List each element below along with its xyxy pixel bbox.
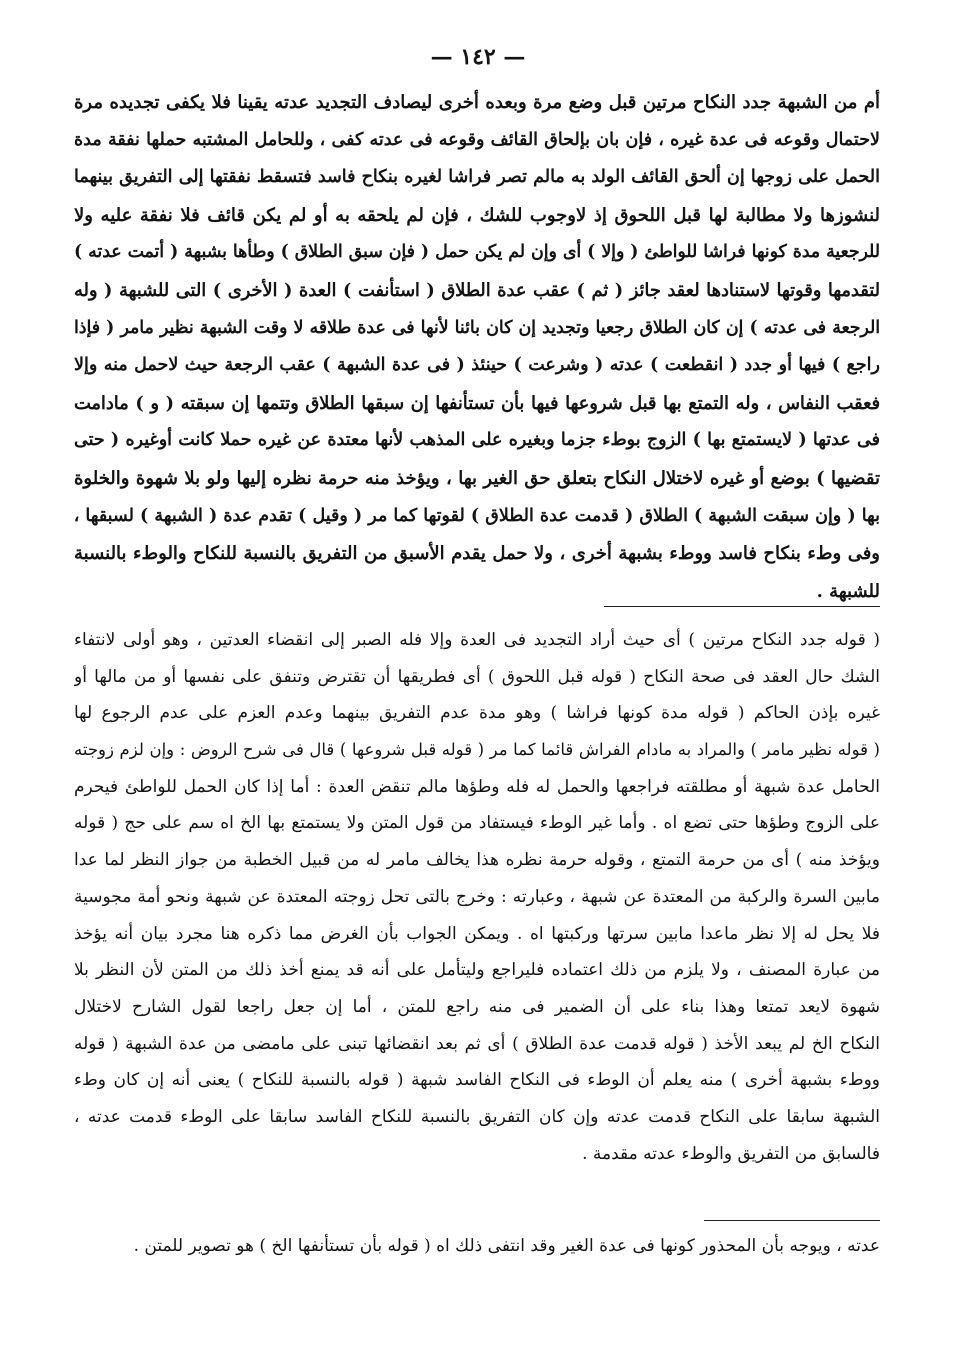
commentary-line: على الزوج وطؤها حتى تضع اه . وأما غير الوطء فيستفاد من قول المتن ولا يستمتع بها الخ اه سم على حج ( قوله: [74, 813, 880, 834]
commentary-line: غيره بإذن الحاكم ( قوله مدة كونها فراشا ) وهو مدة عدم التفريق بينهما وعدم العزم على عدم الرجوع لها: [74, 703, 880, 724]
commentary-line: مابين السرة والركبة من المعتدة عن شبهة ، وعبارته : وخرج بالتى تحل زوجته المعتدة عن شبهة ونحو أمة مجوسية: [74, 886, 880, 907]
main-text-line: وفى وطء بنكاح فاسد ووطء بشبهة أخرى ، ولا حمل يقدم الأسبق من التفريق بالنسبة للنكاح والوطء بالنسبة: [74, 543, 880, 565]
main-text-line: لتقدمها وقوتها لاستنادها لعقد جائز ( ثم ) عقب عدة الطلاق ( استأنفت ) العدة ( الأخرى ) التى للشبهة ( وله: [74, 279, 880, 301]
main-text-line: راجع ) فيها أو جدد ( انقطعت ) عدته ( وشرعت ) حينئذ ( فى عدة الشبهة ) عقب الرجعة حيث لاحمل منه وإلا: [74, 355, 880, 376]
carried-note-block: [74, 1228, 880, 1264]
commentary-line: من عبارة المصنف ، ولا يلزم من ذلك اعتماده فليراجع وليتأمل على أنه قد يمنع أخذ ذلك من المتن لأن النظر بلا: [74, 960, 880, 981]
main-text-line: الرجعة فى عدته ) إن كان الطلاق رجعيا وتجديد إن كان بائنا لأنها فى عدة طلاقه لا وقت الشبهة نظير مامر ( فإذا: [74, 317, 880, 338]
main-text-line: للرجعية مدة كونها فراشا للواطئ ( وإلا ) أى وإن لم يكن حمل ( فإن سبق الطلاق ) وطأها بشبهة ( أتمت عدته ): [74, 242, 880, 263]
commentary-line: الشبهة سابقا على النكاح قدمت عدته وإن كان التفريق بالنسبة للنكاح الفاسد سابقا على الوطء قدمت عدته ،: [74, 1106, 880, 1127]
commentary-line: ويؤخذ منه ) أى من حرمة التمتع ، وقوله حرمة نظره هذا يخالف مامر له من قبيل الخطبة من جواز النظر لما عدا: [74, 850, 880, 871]
carried-note-line: عدته ، ويوجه بأن المحذور كونها فى عدة الغير وقد انتفى ذلك اه ( قوله بأن تستأنفها الخ ) هو تصوير للمتن .: [133, 1236, 880, 1256]
commentary-block: [74, 622, 880, 1172]
commentary-line: الشك حال العقد فى صحة النكاح ( قوله قبل اللحوق ) أى فطريقها أن تقترض وتنفق على نفسها أو من مالها أو: [74, 666, 880, 687]
main-text-block: [74, 84, 880, 610]
commentary-line: ( قوله جدد النكاح مرتين ) أى حيث أراد التجديد فى العدة وإلا فله الصبر إلى انقضاء العدتين ، وهو أولى لانتفاء: [74, 630, 880, 650]
commentary-line: ووطء بشبهة أخرى ) منه يعلم أن الوطء فى النكاح الفاسد شبهة ( قوله بالنسبة للنكاح ) يعنى أنه إن كان وطء: [74, 1070, 880, 1091]
page-number: — ١٤٢ —: [430, 44, 526, 70]
commentary-line: شهوة لايعد تمتعا وهذا بناء على أن الضمير فى منه راجع للمتن ، أما إن جعل راجعا لقول الشارح لاختلال: [74, 996, 880, 1017]
main-text-line: تقضيها ) بوضع أو غيره لاختلال النكاح بتعلق حق الغير بها ، ويؤخذ منه حرمة نظره إليها ولو بلا شهوة والخلوة: [74, 467, 880, 489]
main-text-line: أم من الشبهة جدد النكاح مرتين قبل وضع مرة وبعده أخرى ليصادف التجديد عدته يقينا فلا يكفى تجديده مرة: [74, 92, 880, 113]
commentary-line: النكاح الخ لم يبعد الأخذ ( قوله قدمت عدة الطلاق ) أى ثم بعد انقضائها تبنى على مامضى من عدة الشبهة ( قوله: [74, 1033, 880, 1054]
main-text-line: فى عدتها ( لايستمتع بها ) الزوج بوطء جزما وبغيره على المذهب لأنها معتدة عن غيره حملا كانت أوغيره ( حتى: [74, 430, 880, 451]
main-text-line: الحمل على زوجها إن ألحق القائف الولد به مالم تصر فراشا لغيره بنكاح فاسد فتسقط نفقتها إلى التفريق بينهما: [74, 167, 880, 188]
footnote-divider: [604, 606, 880, 607]
main-text-line: لنشوزها ولا مطالبة لها قبل اللحوق إذ لاوجوب للشك ، فإن لم يلحقه به أو لم يكن قائف فلا نفقة عليه ولا: [74, 204, 880, 226]
main-text-line: للشبهة .: [816, 580, 880, 602]
commentary-line: ( قوله نظير مامر ) والمراد به مادام الفراش قائما كما مر ( قوله قبل شروعها ) قال فى شرح الروض : وإن لزم زوجته: [74, 740, 880, 760]
main-text-line: فعقب النفاس ، وله التمتع بها قبل شروعها فيها بأن تستأنفها إن سبقها الطلاق وتتمها إن سبقته ( و ) مادامت: [74, 392, 880, 414]
main-text-line: بها ( وإن سبقت الشبهة ) الطلاق ( قدمت عدة الطلاق ) لقوتها كما مر ( وقيل ) تقدم عدة ( الشبهة ) لسبقها ،: [74, 505, 880, 526]
commentary-line: فالسابق من التفريق والوطء عدته مقدمة .: [582, 1143, 880, 1164]
main-text-line: لاحتمال وقوعه فى عدة غيره ، فإن بان بإلحاق القائف وقوعه فى عدته كفى ، وللحامل المشتبه حملها نفقة مدة: [74, 129, 880, 150]
commentary-line: فلا يحل له إلا نظر ماعدا مابين سرتها وركبتها اه . ويمكن الجواب بأن الغرض مما ذكره هنا مجرد بيان أنه يؤخذ: [74, 923, 880, 944]
carried-note-divider: [704, 1220, 880, 1221]
commentary-line: الحامل عدة شبهة أو مطلقته فراجعها والحمل له فله وطؤها مالم تنقض العدة : أما إذا كان الحمل للواطئ فيحرم: [74, 776, 880, 797]
